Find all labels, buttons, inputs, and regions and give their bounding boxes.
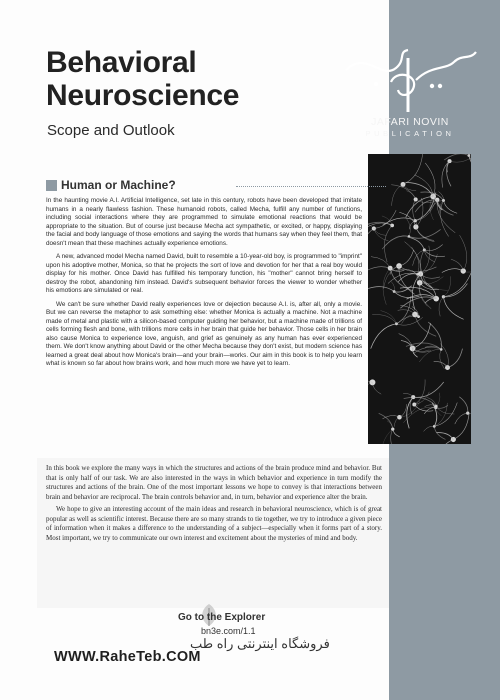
neuron-cell: [455, 397, 471, 424]
heading-dotted-rule: [236, 186, 386, 187]
neuron-cell: [368, 282, 419, 298]
watermark-url: WWW.RaheTeb.COM: [54, 649, 201, 665]
calligraphy-logo-icon: [336, 40, 486, 120]
intro-paragraph-1: In this book we explore the many ways in which the structures and actions of the brain produce mind and behavior. But that is only half of our task. We are also interested in the ways in which behavior and experience in turn modify the structures and actions of the brain. One of the most important lessons we hope to convey is that interactions between brain and behavior are reciprocal. The brain controls behavior and, in turn, behavior and experience alter the brain.: [46, 464, 382, 502]
heading-square-icon: [46, 180, 57, 191]
section-paragraph-2: A new, advanced model Mecha named David, built to resemble a 10-year-old boy, is programmed to "imprint" upon his adoptive mother, Monica, so that he projects the sort of love and devotion for her that a real boy would display for his mother. Once David has fulfilled his temporary function, his "mother" cannot bring herself to destroy the robot, abandoning him instead. David's subsequent behavior forces the viewer to wonder whether his emotions are simulated or real.: [46, 253, 362, 294]
publisher-name: JAFARI NOVIN: [371, 116, 449, 128]
section-heading: [46, 178, 386, 194]
neuron-cell: [379, 413, 400, 444]
neuron-cell: [415, 198, 455, 233]
neuron-cell: [412, 380, 433, 412]
neuron-cell: [436, 413, 469, 444]
section-body: [46, 197, 362, 374]
page-subtitle: Scope and Outlook: [47, 122, 175, 139]
intro-paragraph-2: We hope to give an interesting account of the main ideas and research in behavioral neuroscience, which is of great popular as well as scientific interest. Because there are so many strands to tie together, we try to introduce a given piece of information when it makes a difference to the understanding of a subject—especially when it forms part of a story. Most important, we try to communicate our own interest and excitement about the mysteries of mind and body.: [46, 504, 382, 542]
intro-body: [46, 464, 382, 544]
neuron-cell: [439, 273, 471, 319]
neuron-cell: [444, 154, 471, 178]
neuron-image: [368, 154, 471, 444]
neuron-cell: [371, 296, 423, 348]
neuron-cell: [442, 235, 471, 274]
neuron-cell: [398, 310, 437, 337]
neuron-cell: [368, 216, 394, 262]
neuron-cell: [403, 382, 444, 428]
section-paragraph-3: We can't be sure whether David really experiences love or dejection because A.I. is, after all, only a movie. But we can reverse the metaphor to ask something else: whether Monica is actually a machine. Not a machine made of metal and plastic with a silicon-based computer guiding her behavior, but a machine made of trillions of cells forming flesh and bone, with trillions more cells in her brain that guide her behavior. Those cells in her brain also cause Monica to experience love, anguish, and grief as genuinely as any human has ever experienced them. We don't know anything about David or the other Mecha because they don't exist, but modern science has learned a great deal about how Monica's brain—and your brain—works. Our aim in this book is to help you learn what is known so far about how brains work, and how much more we have yet to learn.: [46, 300, 362, 367]
watermark-line-1: Go to the Explorer: [178, 612, 266, 623]
title-line-2: Neuroscience: [46, 79, 240, 112]
neuron-micrograph: [368, 154, 471, 444]
neuron-cell: [368, 379, 381, 395]
publisher-tagline: PUBLICATION: [365, 129, 455, 138]
publisher-logo: [336, 40, 486, 140]
watermark-store-name: فروشگاه اینترنتی راه طب: [190, 636, 330, 651]
section-paragraph-1: In the haunting movie A.I. Artificial Intelligence, set late in this century, robots have been developed that imitate humans in a nearly flawless fashion. These humanoid robots, called Mecha, fulfill any number of functions, including social interactions where they are programmed to simulate emotional reactions that would be appropriate to the situation. But of course just because Mecha act sympathetic, or excited, or happy, displaying the facial and body language of those emotions and saying the words that humans say when they feel them, that doesn't mean that these machines actually experience emotions.: [46, 197, 362, 247]
neuron-cell: [412, 271, 443, 309]
watermark-line-2: bn3e.com/1.1: [201, 626, 256, 636]
title-line-1: Behavioral: [46, 46, 197, 79]
section-heading-text: Human or Machine?: [61, 178, 176, 192]
neuron-cell: [442, 154, 471, 188]
page-title: [46, 46, 336, 112]
neuron-cell: [368, 210, 396, 259]
neuron-cell: [392, 154, 423, 206]
